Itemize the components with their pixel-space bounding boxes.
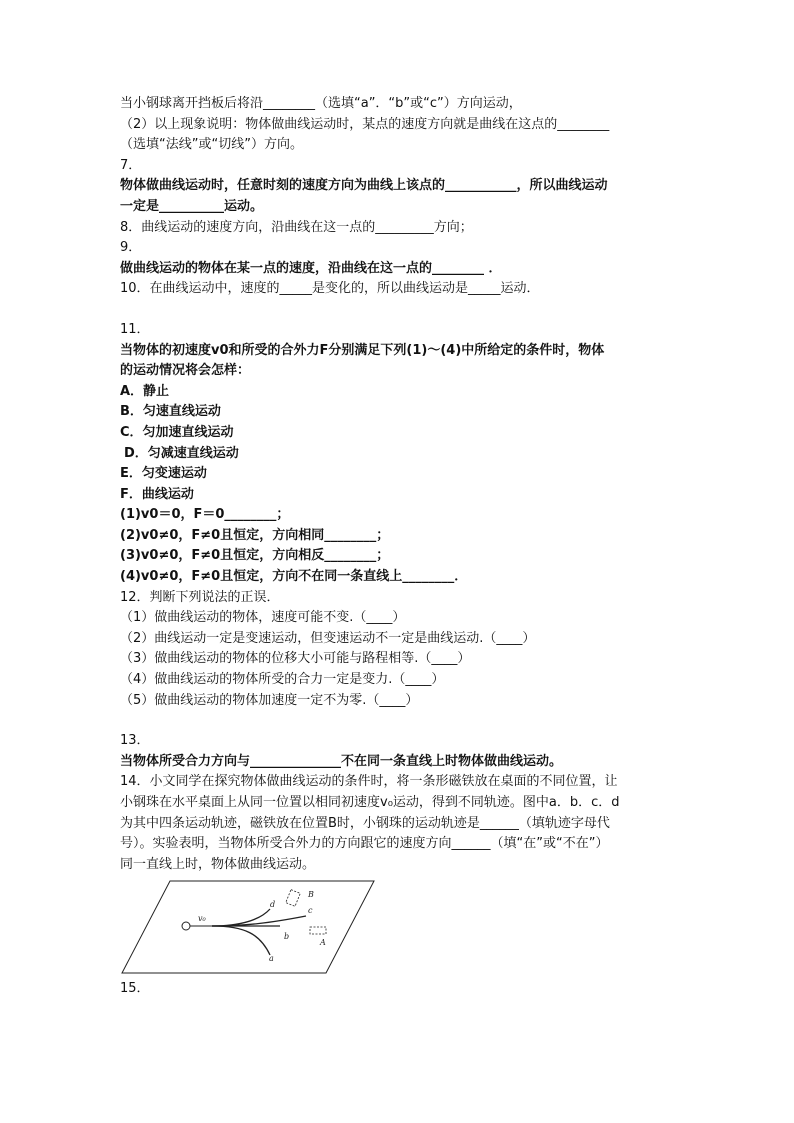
question-12-title: 12．判断下列说法的正误． <box>120 589 280 605</box>
statement-5: （5）做曲线运动的物体加速度一定不为零.（____） <box>120 692 419 708</box>
option-a: A．静止 <box>120 383 170 399</box>
text-line-2: （2）以上现象说明：物体做曲线运动时，某点的速度方向就是曲线在这点的________ <box>120 116 610 132</box>
question-13-number: 13． <box>120 733 150 749</box>
label-A: A <box>320 938 326 948</box>
text-line-3: （选填“法线”或“切线”）方向。 <box>120 137 303 153</box>
label-a: a <box>269 954 274 964</box>
question-7-line-2: 一定是__________运动。 <box>120 198 264 214</box>
condition-3: (3)v0≠0，F≠0且恒定，方向相反________； <box>120 548 390 564</box>
steel-ball <box>182 922 190 930</box>
question-11-number: 11． <box>120 321 150 337</box>
question-15-number: 15． <box>120 981 150 997</box>
question-11-line-2: 的运动情况将会怎样： <box>120 363 251 379</box>
table-surface <box>122 881 374 973</box>
question-7-line-1: 物体做曲线运动时，任意时刻的速度方向为曲线上该点的___________，所以曲线运动 <box>120 178 608 194</box>
trajectory-diagram <box>120 879 376 975</box>
document-page <box>120 94 700 1000</box>
question-14-line-2: 小钢珠在水平桌面上从同一位置以相同初速度v₀运动，得到不同轨迹。图中a．b．c．d <box>120 795 620 810</box>
condition-2: (2)v0≠0，F≠0且恒定，方向相同________； <box>120 527 390 543</box>
question-14-line-3: 为其中四条运动轨迹，磁铁放在位置B时，小钢珠的运动轨迹是______（填轨迹字母代 <box>120 815 610 831</box>
label-B: B <box>308 890 314 900</box>
option-c: C．匀加速直线运动 <box>120 424 234 440</box>
condition-4: (4)v0≠0，F≠0且恒定，方向不在同一条直线上________． <box>120 569 468 585</box>
spacer <box>120 711 700 731</box>
option-b: B．匀速直线运动 <box>120 404 221 420</box>
trajectory-a <box>212 926 270 955</box>
question-10: 10．在曲线运动中，速度的_____是变化的，所以曲线运动是_____运动． <box>120 281 540 297</box>
option-e: E．匀变速运动 <box>120 466 207 482</box>
trajectory-figure <box>120 879 376 975</box>
question-9-number: 9． <box>120 240 142 256</box>
statement-4: （4）做曲线运动的物体所受的合力一定是变力.（____） <box>120 672 445 688</box>
question-14-line-1: 14．小文同学在探究物体做曲线运动的条件时，将一条形磁铁放在桌面的不同位置，让 <box>120 774 618 790</box>
question-14-line-4: 号）。实验表明，当物体所受合外力的方向跟它的速度方向______（填“在”或“不在”） <box>120 836 609 852</box>
question-11-line-1: 当物体的初速度v0和所受的合外力F分别满足下列(1)～(4)中所给定的条件时，物体 <box>120 342 605 358</box>
option-f: F．曲线运动 <box>120 486 194 502</box>
statement-1: （1）做曲线运动的物体，速度可能不变.（____） <box>120 610 406 626</box>
label-v0: v₀ <box>198 914 206 924</box>
label-d: d <box>270 900 276 910</box>
option-d: D．匀减速直线运动 <box>124 445 239 461</box>
spacer <box>120 300 700 320</box>
question-8: 8．曲线运动的速度方向，沿曲线在这一点的_________方向； <box>120 219 473 235</box>
magnet-position-a <box>310 927 326 934</box>
question-14-line-5: 同一直线上时，物体做曲线运动。 <box>120 856 316 872</box>
label-b: b <box>284 932 290 942</box>
question-9-text: 做曲线运动的物体在某一点的速度，沿曲线在这一点的________ ． <box>120 260 502 276</box>
question-7-number: 7． <box>120 157 142 173</box>
condition-1: (1)v0＝0，F＝0________； <box>120 507 290 523</box>
text-line-1: 当小钢球离开挡板后将沿________（选填“a”．“b”或“c”）方向运动， <box>120 96 522 111</box>
label-c: c <box>308 906 313 916</box>
statement-2: （2）曲线运动一定是变速运动，但变速运动不一定是曲线运动.（____） <box>120 630 536 646</box>
magnet-position-b <box>286 890 301 907</box>
question-13-text: 当物体所受合力方向与______________不在同一条直线上时物体做曲线运动。 <box>120 753 563 769</box>
statement-3: （3）做曲线运动的物体的位移大小可能与路程相等.（____） <box>120 651 471 667</box>
